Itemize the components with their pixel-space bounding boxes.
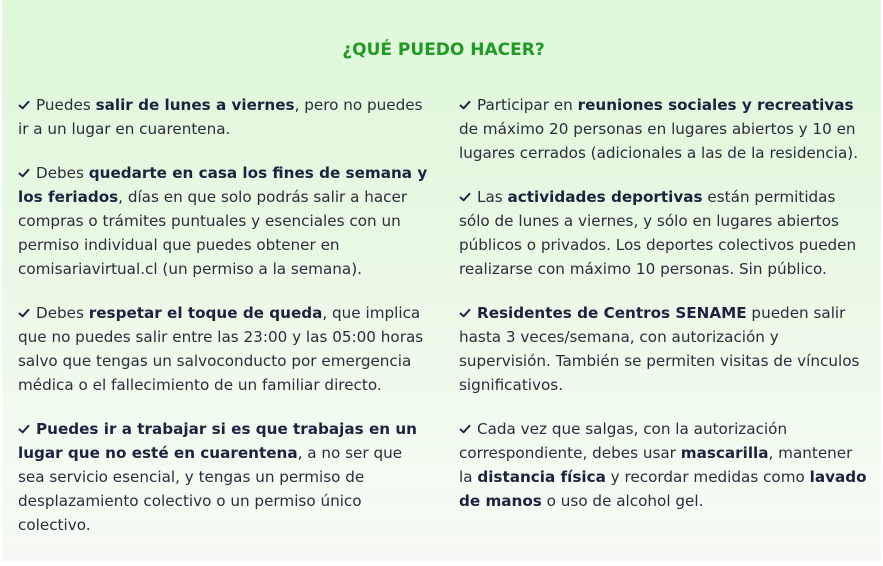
section-title: ¿QUÉ PUEDO HACER? — [342, 40, 545, 60]
check-icon — [18, 99, 30, 111]
list-item — [18, 301, 432, 397]
text-segment: Las — [477, 188, 508, 206]
right-column — [459, 93, 869, 533]
text-segment: de máximo 20 personas en lugares abiertos y 10 en lugares cerrados (adicionales a las de la residencia). — [459, 120, 859, 162]
text-segment: Puedes — [36, 96, 96, 114]
list-item — [18, 93, 432, 141]
text-segment: Debes — [36, 304, 89, 322]
bold-text: actividades deportivas — [507, 188, 703, 206]
check-icon — [18, 307, 30, 319]
text-segment: pueden salir hasta 3 veces/semana, con autorización y supervisión. También se permiten visitas de vínculos significativos. — [459, 304, 860, 394]
check-icon — [459, 423, 471, 435]
bold-text: reuniones sociales y recreativas — [577, 96, 854, 114]
check-icon — [459, 191, 471, 203]
text-segment: Participar en — [477, 96, 578, 114]
bold-text: quedarte en casa los fines de semana y los feriados — [18, 164, 428, 206]
bold-text: Puedes ir a trabajar si es que trabajas en un lugar que no esté en cuarentena — [18, 420, 417, 462]
check-icon — [18, 423, 30, 435]
list-item — [459, 93, 869, 165]
check-icon — [459, 307, 471, 319]
text-segment: , que implica que no puedes salir entre las 23:00 y las 05:00 horas salvo que tengas un salvoconducto por emergencia médica o el fallecimiento de un familiar directo. — [18, 304, 424, 394]
left-column — [18, 93, 432, 557]
bold-text: distancia física — [477, 468, 606, 486]
check-icon — [18, 167, 30, 179]
list-item — [18, 417, 432, 537]
list-item — [459, 185, 869, 281]
text-segment: , días en que solo podrás salir a hacer compras o trámites puntuales y esenciales con un permiso individual que puedes obtener en comisariavirtual.cl (un permiso a la semana). — [18, 188, 408, 278]
list-item — [459, 301, 869, 397]
bold-text: salir de lunes a viernes — [95, 96, 295, 114]
text-segment: , a no ser que sea servicio esencial, y tengas un permiso de desplazamiento colectivo o un permiso único colectivo. — [18, 444, 403, 534]
info-panel — [2, 0, 881, 562]
bold-text: respetar el toque de queda — [88, 304, 323, 322]
text-segment: o uso de alcohol gel. — [541, 492, 704, 510]
list-item — [459, 417, 869, 513]
text-segment: Debes — [36, 164, 89, 182]
check-icon — [459, 99, 471, 111]
text-segment: están permitidas sólo de lunes a viernes, y sólo en lugares abiertos públicos o privados. Los deportes colectivos pueden realizarse con máximo 10 personas. Sin público. — [459, 188, 857, 278]
text-segment: , mantener la — [459, 444, 853, 486]
bold-text: Residentes de Centros SENAME — [477, 304, 747, 322]
bold-text: lavado de manos — [459, 468, 867, 510]
text-segment: y recordar medidas como — [605, 468, 810, 486]
bold-text: mascarilla — [680, 444, 769, 462]
list-item — [18, 161, 432, 281]
text-segment: Cada vez que salgas, con la autorización correspondiente, debes usar — [459, 420, 788, 462]
text-segment: , pero no puedes ir a un lugar en cuarentena. — [18, 96, 423, 138]
